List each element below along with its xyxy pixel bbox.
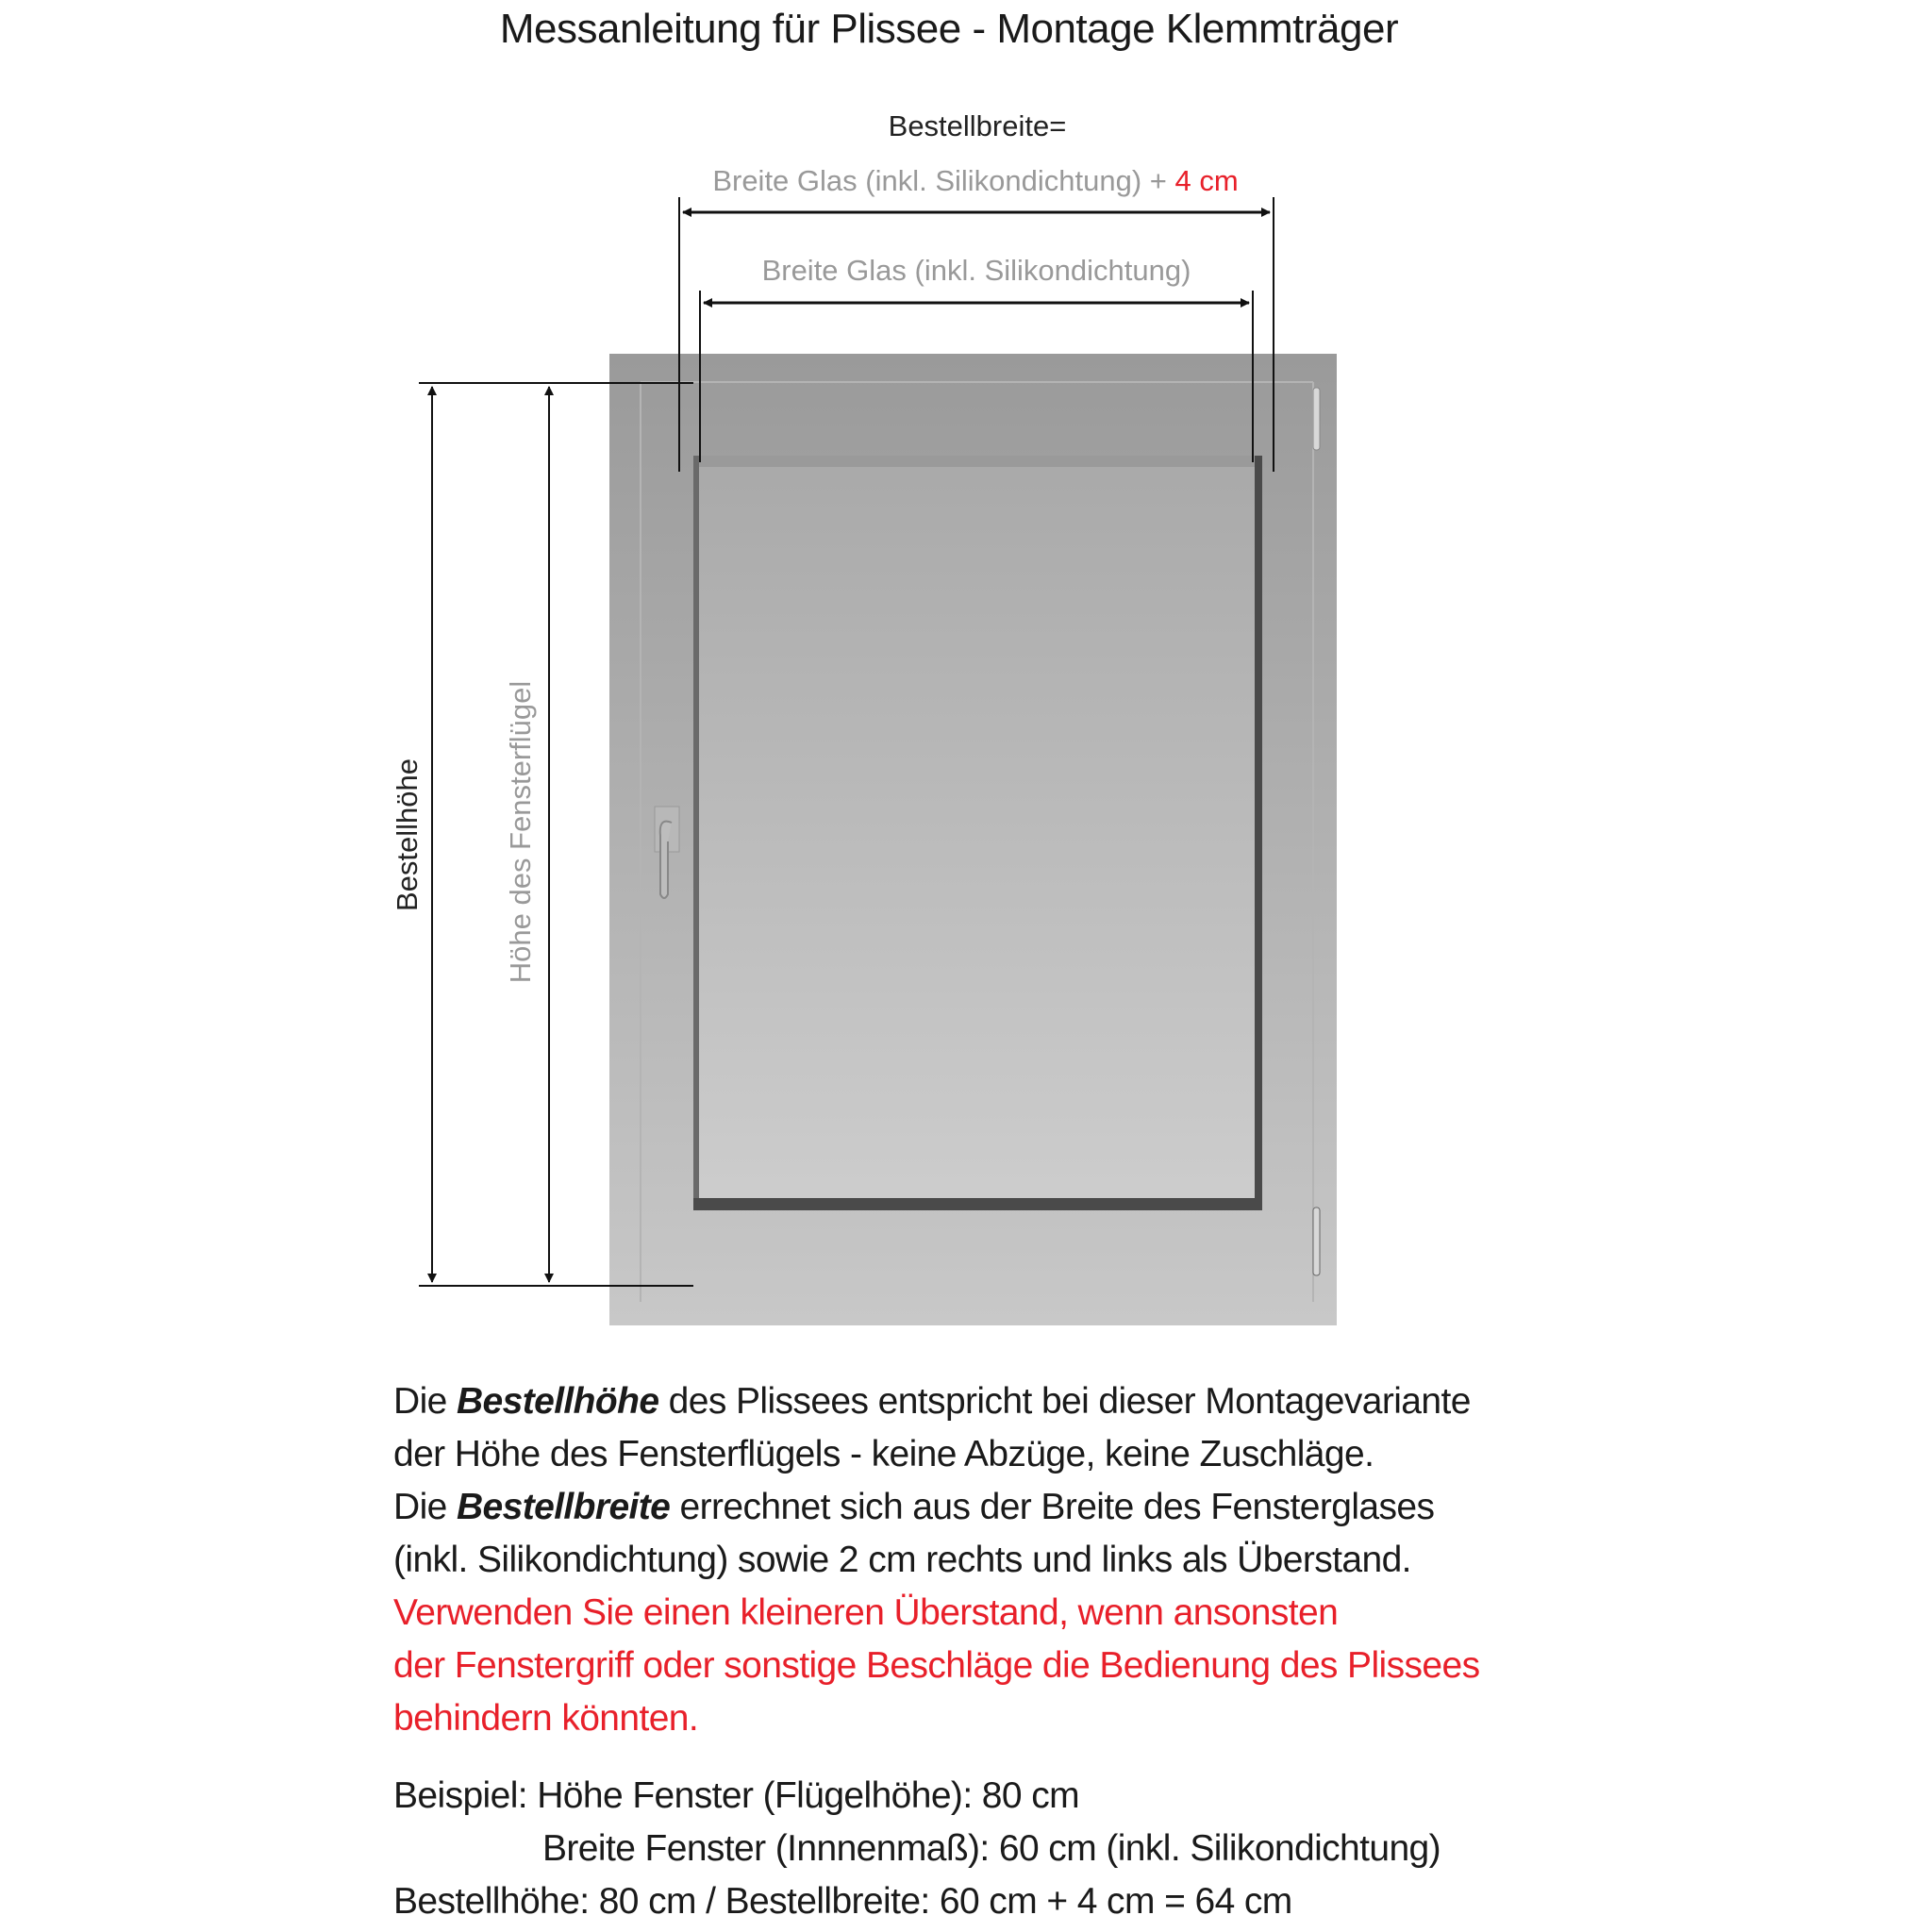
warning-line-1: Verwenden Sie einen kleineren Überstand, wenn ansonsten xyxy=(393,1592,1339,1633)
window-glass xyxy=(693,456,1260,1210)
paragraph-order-height: Die Bestellhöhe des Plissees entspricht bei dieser Montagevariante xyxy=(393,1381,1471,1422)
window-sash xyxy=(609,354,1337,1325)
example-result: Bestellhöhe: 80 cm / Bestellbreite: 60 cm + 4 cm = 64 cm xyxy=(393,1881,1292,1922)
warning-line-3: behindern könnten. xyxy=(393,1698,699,1739)
paragraph-order-height-cont: der Höhe des Fensterflügels - keine Abzüge, keine Zuschläge. xyxy=(393,1434,1374,1474)
example-line-2: Breite Fenster (Innnenmaß): 60 cm (inkl. Silikondichtung) xyxy=(542,1828,1441,1869)
sash-height-label: Höhe des Fensterflügel xyxy=(504,680,537,984)
order-width-label: Bestellbreite= xyxy=(888,109,1067,142)
example-line-1: Beispiel: Höhe Fenster (Flügelhöhe): 80 cm xyxy=(393,1775,1079,1816)
paragraph-order-width-cont: (inkl. Silikondichtung) sowie 2 cm rechts und links als Überstand. xyxy=(393,1540,1411,1580)
warning-line-2: der Fenstergriff oder sonstige Beschläge die Bedienung des Plissees xyxy=(393,1645,1480,1686)
paragraph-order-width: Die Bestellbreite errechnet sich aus der Breite des Fensterglases xyxy=(393,1487,1435,1527)
term-bestellhoehe: Bestellhöhe xyxy=(456,1381,659,1422)
instructions-text xyxy=(393,1375,1479,1928)
page-title: Messanleitung für Plissee - Montage Klemmträger xyxy=(499,6,1399,52)
term-bestellbreite: Bestellbreite xyxy=(456,1487,671,1527)
order-height-label: Bestellhöhe xyxy=(391,758,424,912)
hinge-top-icon xyxy=(1313,388,1320,450)
outer-width-label: Breite Glas (inkl. Silikondichtung) + 4 cm xyxy=(712,164,1239,197)
hinge-bottom-icon xyxy=(1313,1208,1320,1275)
inner-width-label: Breite Glas (inkl. Silikondichtung) xyxy=(761,254,1191,287)
